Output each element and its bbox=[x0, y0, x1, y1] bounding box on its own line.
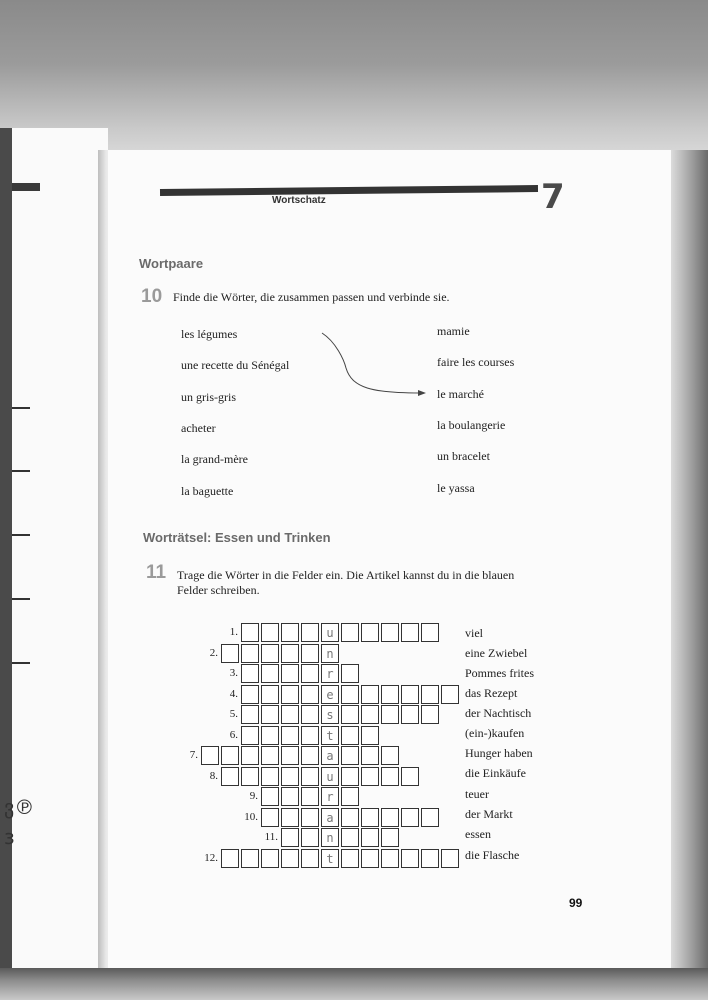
crossword-cell[interactable] bbox=[381, 685, 399, 704]
header-title: Wortschatz bbox=[272, 195, 326, 206]
exercise-number-10: 10 bbox=[141, 286, 163, 307]
crossword-cell[interactable] bbox=[341, 787, 359, 806]
crossword-cell[interactable] bbox=[261, 685, 279, 704]
crossword-cell[interactable] bbox=[381, 849, 399, 868]
crossword-cell[interactable] bbox=[261, 746, 279, 765]
left-word: la grand-mère bbox=[181, 452, 248, 466]
crossword-solution-cell: u bbox=[321, 767, 339, 786]
crossword-cell[interactable] bbox=[341, 808, 359, 827]
crossword-cell[interactable] bbox=[381, 746, 399, 765]
crossword-cell[interactable] bbox=[241, 664, 259, 683]
crossword-cell[interactable] bbox=[241, 623, 259, 642]
left-page-fragment: ɜ bbox=[4, 825, 15, 849]
crossword-cell[interactable] bbox=[361, 726, 379, 745]
crossword-cell[interactable] bbox=[241, 767, 259, 786]
crossword-solution-cell: r bbox=[321, 787, 339, 806]
crossword-cell[interactable] bbox=[261, 767, 279, 786]
crossword-solution-cell: u bbox=[321, 623, 339, 642]
right-word: mamie bbox=[437, 324, 470, 338]
crossword-cell[interactable] bbox=[341, 746, 359, 765]
right-word: faire les courses bbox=[437, 355, 515, 369]
right-word: le marché bbox=[437, 387, 484, 401]
exercise-number-11: 11 bbox=[146, 562, 167, 583]
crossword-cell[interactable] bbox=[441, 849, 459, 868]
crossword-cell[interactable] bbox=[241, 644, 259, 663]
crossword-cell[interactable] bbox=[221, 849, 239, 868]
crossword-cell[interactable] bbox=[341, 849, 359, 868]
crossword-cell[interactable] bbox=[281, 623, 299, 642]
crossword-cell[interactable] bbox=[261, 664, 279, 683]
crossword-solution-cell: t bbox=[321, 726, 339, 745]
crossword-cell[interactable] bbox=[381, 767, 399, 786]
crossword-hint: (ein-)kaufen bbox=[465, 726, 525, 740]
crossword-cell[interactable] bbox=[361, 828, 379, 847]
left-word: acheter bbox=[181, 421, 216, 435]
crossword-solution-cell: a bbox=[321, 746, 339, 765]
crossword-cell[interactable] bbox=[361, 767, 379, 786]
crossword-solution-cell: a bbox=[321, 808, 339, 827]
left-word: une recette du Sénégal bbox=[181, 358, 290, 372]
crossword-cell[interactable] bbox=[241, 849, 259, 868]
crossword-hint: das Rezept bbox=[465, 686, 518, 700]
crossword-cell[interactable] bbox=[381, 828, 399, 847]
clue-number: 3. bbox=[229, 667, 238, 679]
crossword-hint: der Nachtisch bbox=[465, 706, 532, 720]
clue-number: 8. bbox=[209, 770, 218, 782]
clue-number: 5. bbox=[229, 708, 238, 720]
crossword-cell[interactable] bbox=[341, 685, 359, 704]
clue-number: 12. bbox=[204, 852, 218, 864]
crossword-cell[interactable] bbox=[221, 746, 239, 765]
crossword-cell[interactable] bbox=[301, 664, 319, 683]
clue-number: 11. bbox=[264, 831, 278, 843]
left-page-fragment: ვ℗ bbox=[4, 795, 35, 819]
crossword-cell[interactable] bbox=[261, 808, 279, 827]
crossword-cell[interactable] bbox=[361, 623, 379, 642]
crossword-cell[interactable] bbox=[261, 644, 279, 663]
crossword-solution-cell: t bbox=[321, 849, 339, 868]
left-word: les légumes bbox=[181, 327, 238, 341]
crossword-hint: viel bbox=[465, 626, 483, 640]
crossword-cell[interactable] bbox=[401, 849, 419, 868]
crossword-solution-cell: n bbox=[321, 644, 339, 663]
crossword-cell[interactable] bbox=[281, 808, 299, 827]
crossword-hint: teuer bbox=[465, 787, 489, 801]
crossword-cell[interactable] bbox=[421, 705, 439, 724]
crossword-cell[interactable] bbox=[361, 705, 379, 724]
crossword-cell[interactable] bbox=[261, 726, 279, 745]
crossword-cell[interactable] bbox=[401, 808, 419, 827]
crossword-hint: eine Zwiebel bbox=[465, 646, 528, 660]
crossword-cell[interactable] bbox=[341, 705, 359, 724]
crossword-cell[interactable] bbox=[281, 828, 299, 847]
crossword-cell[interactable] bbox=[261, 705, 279, 724]
right-word: un bracelet bbox=[437, 449, 490, 463]
crossword-cell[interactable] bbox=[301, 685, 319, 704]
crossword-cell[interactable] bbox=[441, 685, 459, 704]
clue-number: 1. bbox=[229, 626, 238, 638]
crossword-cell[interactable] bbox=[301, 828, 319, 847]
section-title-wortpaare: Wortpaare bbox=[139, 256, 204, 271]
crossword-cell[interactable] bbox=[201, 746, 219, 765]
crossword-cell[interactable] bbox=[281, 685, 299, 704]
crossword-cell[interactable] bbox=[281, 849, 299, 868]
crossword-cell[interactable] bbox=[281, 664, 299, 683]
clue-number: 6. bbox=[229, 729, 238, 741]
crossword-cell[interactable] bbox=[421, 808, 439, 827]
crossword-cell[interactable] bbox=[241, 685, 259, 704]
crossword-solution-cell: r bbox=[321, 664, 339, 683]
crossword-cell[interactable] bbox=[241, 705, 259, 724]
crossword-cell[interactable] bbox=[301, 726, 319, 745]
crossword-cell[interactable] bbox=[401, 767, 419, 786]
crossword-cell[interactable] bbox=[241, 726, 259, 745]
crossword-cell[interactable] bbox=[241, 746, 259, 765]
crossword-cell[interactable] bbox=[341, 623, 359, 642]
crossword-cell[interactable] bbox=[301, 705, 319, 724]
exercise-10-instruction: Finde die Wörter, die zusammen passen und verbinde sie. bbox=[173, 290, 450, 304]
crossword-cell[interactable] bbox=[401, 685, 419, 704]
crossword-cell[interactable] bbox=[281, 644, 299, 663]
crossword-cell[interactable] bbox=[421, 849, 439, 868]
crossword-cell[interactable] bbox=[361, 849, 379, 868]
crossword-hint: die Flasche bbox=[465, 848, 520, 862]
crossword-cell[interactable] bbox=[401, 623, 419, 642]
section-title-wortraetsel: Worträtsel: Essen und Trinken bbox=[143, 530, 331, 545]
crossword-cell[interactable] bbox=[281, 787, 299, 806]
right-word: le yassa bbox=[437, 481, 475, 495]
crossword-cell[interactable] bbox=[381, 705, 399, 724]
exercise-11-instruction-line2: Felder schreiben. bbox=[177, 583, 260, 597]
crossword-cell[interactable] bbox=[301, 849, 319, 868]
crossword-cell[interactable] bbox=[301, 644, 319, 663]
crossword-cell[interactable] bbox=[281, 705, 299, 724]
left-word: un gris-gris bbox=[181, 390, 236, 404]
chapter-number: 7 bbox=[541, 177, 565, 217]
crossword-cell[interactable] bbox=[261, 623, 279, 642]
crossword-hint: Pommes frites bbox=[465, 666, 534, 680]
crossword-hint: die Einkäufe bbox=[465, 766, 526, 780]
crossword-hint: essen bbox=[465, 827, 491, 841]
clue-number: 7. bbox=[189, 749, 198, 761]
crossword-hint: der Markt bbox=[465, 807, 513, 821]
crossword-cell[interactable] bbox=[301, 808, 319, 827]
page-number: 99 bbox=[569, 896, 583, 910]
crossword-cell[interactable] bbox=[361, 808, 379, 827]
clue-number: 9. bbox=[249, 790, 258, 802]
left-word: la baguette bbox=[181, 484, 234, 498]
crossword-cell[interactable] bbox=[261, 849, 279, 868]
crossword-cell[interactable] bbox=[281, 726, 299, 745]
crossword-cell[interactable] bbox=[301, 746, 319, 765]
crossword-cell[interactable] bbox=[261, 787, 279, 806]
crossword-cell[interactable] bbox=[401, 705, 419, 724]
crossword-cell[interactable] bbox=[341, 726, 359, 745]
crossword-solution-cell: s bbox=[321, 705, 339, 724]
crossword-hint: Hunger haben bbox=[465, 746, 533, 760]
crossword-cell[interactable] bbox=[341, 664, 359, 683]
exercise-11-instruction-line1: Trage die Wörter in die Felder ein. Die Artikel kannst du in die blauen bbox=[177, 568, 515, 582]
crossword-cell[interactable] bbox=[381, 808, 399, 827]
crossword-cell[interactable] bbox=[361, 685, 379, 704]
crossword-solution-cell: n bbox=[321, 828, 339, 847]
crossword-cell[interactable] bbox=[381, 623, 399, 642]
clue-number: 4. bbox=[229, 688, 238, 700]
crossword-cell[interactable] bbox=[281, 767, 299, 786]
crossword-solution-cell: e bbox=[321, 685, 339, 704]
right-word: la boulangerie bbox=[437, 418, 506, 432]
crossword-cell[interactable] bbox=[301, 767, 319, 786]
crossword-cell[interactable] bbox=[341, 767, 359, 786]
clue-number: 10. bbox=[244, 811, 258, 823]
crossword-cell[interactable] bbox=[281, 746, 299, 765]
crossword-cell[interactable] bbox=[361, 746, 379, 765]
crossword-cell[interactable] bbox=[421, 685, 439, 704]
crossword-cell[interactable] bbox=[421, 623, 439, 642]
crossword-cell[interactable] bbox=[221, 767, 239, 786]
crossword-cell[interactable] bbox=[221, 644, 239, 663]
crossword-cell[interactable] bbox=[301, 623, 319, 642]
clue-number: 2. bbox=[209, 647, 218, 659]
crossword-cell[interactable] bbox=[341, 828, 359, 847]
crossword-cell[interactable] bbox=[301, 787, 319, 806]
